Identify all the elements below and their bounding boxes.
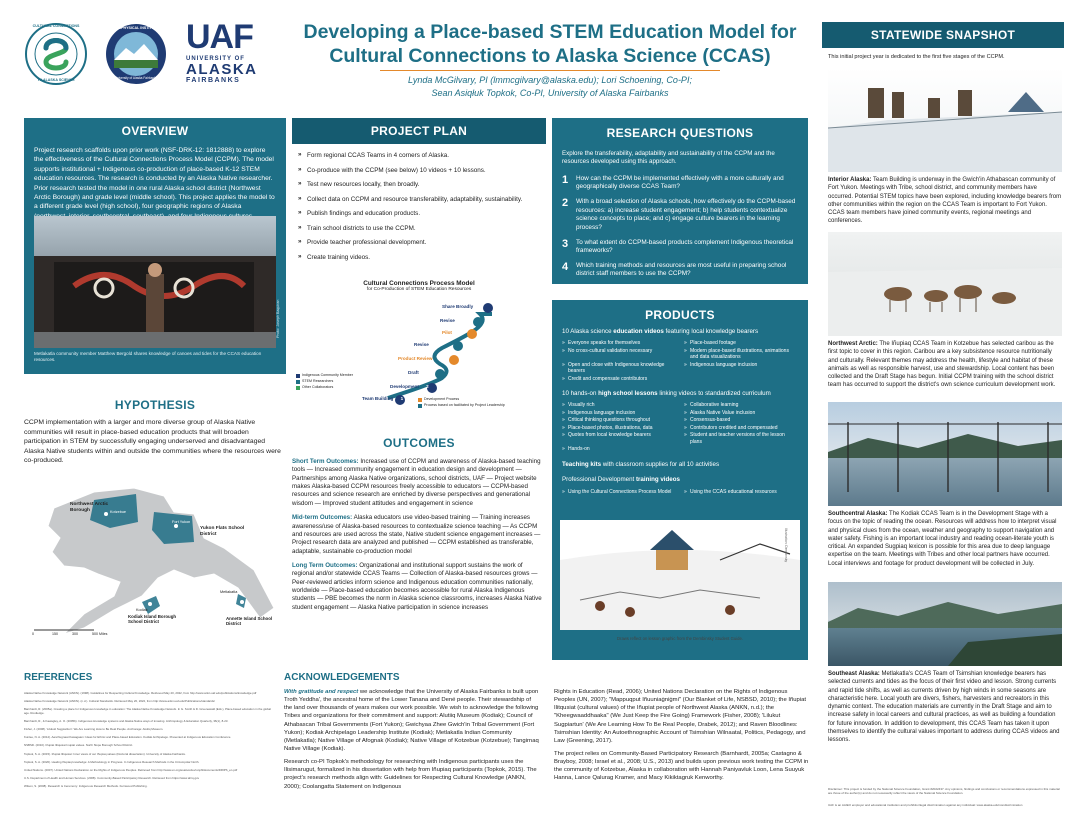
footnote: UAF is an AA/EO employer and educational institution and prohibits illegal discrimination against any individual: www.alaska.edu/nondiscrimination [828, 803, 1023, 807]
disclaimer: Disclaimer: This project is funded by the National Science Foundation, Grant #2022437. Any opinions, findings and conclusions or recommendations expressed in this material are those of the author(s) and do not necessarily reflect the views of the National Science Foundation. [828, 787, 1060, 795]
statewide-title: STATEWIDE SNAPSHOT [870, 28, 1016, 42]
acknowledgements-col1 [284, 688, 540, 791]
research-question [562, 198, 798, 233]
ccpm-step-label: Pilot [442, 330, 452, 335]
uaf-logo [186, 20, 266, 90]
ccpm-step-num: 5 [436, 342, 439, 347]
northwest-photo [828, 232, 1062, 336]
products-video-item: » Open and close with Indigenous knowledge bearers [562, 362, 676, 375]
southcentral-photo [828, 402, 1062, 506]
reference-item: Kunlee, N. A. (2012). Aanchugnaat Kawagaam: Ideas for Ethnic and Place-based Education. Kodiak Archipelago. Presented at Indigenous Education Conference. [24, 735, 232, 740]
map-label-fort-yukon: Fort Yukon [172, 520, 191, 524]
map-label-northwest: Northwest Arctic Borough [70, 502, 109, 513]
map-scale-150: 150 [52, 632, 58, 636]
poster-title-line1: Developing a Place-based STEM Education Model for [303, 21, 797, 43]
reference-item: U.S. Department of Health and Human Services. (2008). Community-Based Participatory Research. Retrieved from https://www.ahrq.gov [24, 775, 200, 780]
interior-text [828, 176, 1062, 226]
uaf-university-text: UNIVERSITY OF [186, 56, 245, 62]
references-title: REFERENCES [24, 672, 93, 683]
overview-panel [24, 118, 286, 374]
products-videos-heading [562, 328, 798, 335]
products-kits-bold: Teaching kits [562, 460, 602, 468]
map-scale-500: 500 Miles [92, 632, 108, 636]
ccpm-step-label: Share Broadly [442, 304, 474, 309]
ccpm-step-num: 7 [462, 318, 465, 323]
project-plan-section [292, 118, 546, 280]
acknowledgements-section [284, 672, 814, 812]
interior-photo [828, 68, 1062, 172]
ccpm-diagram [292, 280, 546, 410]
references-section [24, 672, 276, 812]
acknowledgements-lead: With gratitude and respect [284, 689, 359, 695]
ccas-logo-bottom-text: TO ALASKA SCIENCE [37, 78, 75, 82]
outcomes-title: OUTCOMES [383, 436, 455, 450]
northwest-label: Northwest Arctic: [828, 341, 878, 347]
products-pd-bold: training videos [635, 475, 680, 483]
products-lesson-item: » Consensus-based [684, 417, 798, 424]
products-video-item: » No cross-cultural validation necessary [562, 348, 676, 361]
statewide-title-bar [822, 22, 1064, 48]
reference-item: United Nations. (2007). United Nations Declaration on the Rights of Indigenous Peoples. Retrieved from http://www.un.org/esa/socdev/unpfii/documents/DRIPS_en.pdf [24, 767, 238, 772]
products-video-item: » Credit and compensate contributors [562, 376, 676, 383]
outcomes-long-label: Long Term Outcomes: [292, 561, 358, 569]
gi-logo-bottom-text: University of Alaska Fairbanks [114, 76, 158, 80]
outcomes-long-text: Organizational and institutional support sustains the work of regional and/or statewide CCAS Teams — Collection of Alaska-based resources grows — Peer-reviewed articles inform science and Indigenous education communities nationally, worldwide — Place-based education becomes accessible for rural Alaska Indigenous students — PBE becomes the norm in Alaska science classrooms, increases Alaska Native student engagement — Alaska Native participation in science increases [292, 561, 542, 611]
outcomes-section [292, 436, 546, 646]
ccpm-step-num: 2 [426, 384, 429, 389]
alaska-map [24, 478, 286, 642]
reference-item: Alaska Native Knowledge Network (ANKN). (1998). Guidelines for Respecting Cultural Knowledge. Retrieved May 20, 2022, from http://www.ankn.uaf.edu/publications/knowledge.pdf [24, 691, 257, 695]
reference-item: Topkok, S. A. (2020). Healing Iñupiaq knowledge: A Methodology in Progress. In Indigenous Research Methods in the Circumpolar North. [24, 759, 200, 764]
products-illustration-credit: Illustration: Dembinsky [784, 528, 788, 563]
research-questions-panel [552, 118, 808, 284]
map-label-metlakatla: Metlakatla [220, 590, 238, 594]
hypothesis-title: HYPOTHESIS [114, 398, 196, 412]
ccpm-step-4 [398, 356, 442, 361]
references-list [24, 691, 276, 788]
products-lessons-heading [562, 390, 798, 397]
products-pd-heading [562, 476, 798, 483]
outcomes-short-label: Short Term Outcomes: [292, 458, 359, 465]
ccpm-step-5 [414, 342, 439, 347]
hypothesis-text: CCPM implementation with a larger and more diverse group of Alaska Native communities will result in place-based education products that will broaden participation in STEM by successfully engaging underserved and disadvantaged Alaska Native students within and outside the communities where the resources were co-produced. [24, 419, 281, 465]
ccpm-step-1 [362, 396, 403, 401]
ccpm-step-label: Development [390, 384, 419, 389]
products-videos-post: featuring local knowledge bearers [663, 328, 759, 335]
project-plan-item: » Co-produce with the CCPM (see below) 10 videos + 10 lessons. [298, 167, 540, 176]
project-plan-item: » Collect data on CCPM and resource transferability, adaptability, sustainability. [298, 196, 540, 205]
acknowledgements-col2 [554, 688, 810, 783]
research-question-num: 4 [562, 260, 569, 273]
ccpm-step-num: 1 [400, 396, 404, 401]
project-plan-item: » Provide teacher professional development. [298, 239, 540, 248]
products-body [552, 322, 808, 496]
research-question-num: 3 [562, 237, 569, 250]
products-illustration [560, 520, 800, 630]
products-video-item: » Indigenous language inclusion [684, 362, 798, 375]
overview-photo [34, 216, 276, 348]
products-video-item: » Modern place-based illustrations, animations and data visualizations [684, 348, 798, 361]
map-label-kotzebue: Kotzebue [110, 510, 127, 514]
map-label-kodiak-city: Kodiak [136, 608, 148, 612]
title-divider [380, 70, 720, 71]
project-plan-item: » Test new resources locally, then broadly. [298, 181, 540, 190]
products-video-item: » Everyone speaks for themselves [562, 340, 676, 347]
project-plan-item: » Publish findings and education products. [298, 210, 540, 219]
hypothesis-section [24, 398, 286, 470]
overview-photo-caption: Metlakatla community member Matthew Bergold shares knowledge of canoes and tides for the CCAS education resources. [34, 351, 262, 362]
products-videos-pre: 10 Alaska science [562, 328, 614, 335]
authors-line1: Lynda McGilvary, PI (lmmcgilvary@alaska.edu); Lori Schoening, Co-PI; [408, 75, 692, 85]
research-question [562, 262, 798, 279]
statewide-intro: This initial project year is dedicated to the first five stages of the CCPM. [828, 54, 1005, 60]
acknowledgements-p1 [284, 688, 540, 753]
products-pd-item: » Using the Cultural Connections Process Model [562, 489, 676, 496]
reference-item: Barnhardt, R., & Kawagley, A. O. (2005b). Indigenous knowledge systems and Alaska Native ways of knowing. Anthropology & Education Quarterly, 36(1), 8-23. [24, 719, 229, 724]
products-lesson-list [562, 402, 798, 454]
ccpm-step-7 [440, 318, 465, 323]
research-questions-intro: Explore the transferability, adaptability and sustainability of the CCPM and the resources developed using this approach. [562, 150, 775, 166]
ccpm-legend-item: Development Process [424, 397, 460, 401]
outcomes-long [292, 562, 546, 612]
map-label-yukon-flats: Yukon Flats School District [200, 526, 245, 537]
ccpm-step-num: 4 [439, 356, 443, 361]
products-lessons-post: linking videos to standardized curriculum [657, 390, 771, 397]
southcentral-label: Southcentral Alaska: [828, 511, 888, 517]
authors-line2: Sean Asiqłuk Topkok, Co-PI, University of Alaska Fairbanks [431, 88, 669, 98]
acknowledgements-p2: Research co-PI Topkok's methodology for researching with Indigenous participants uses the Ilisimarugut, formalized in his dissertation with help from Iñupiaq participants (Topkok, 2015). The project's research methods align with: Guidelines for Respecting Cultural Knowledge (ANKN, 2000); Coolangatta Statement on Indigenous [284, 759, 537, 790]
ccpm-legend-item: STEM Researchers [302, 379, 334, 383]
project-plan-item: » Create training videos. [298, 254, 540, 263]
overview-text: Project research scaffolds upon prior work (NSF-DRK-12: 1812888) to explore the effectiveness of the Cultural Connections Process Model (CCPM). The model supports institutional + Indigenous co-production of place-based K-12 STEM education resources. The research is conducted by an Alaska Native researcher. Prior research tested the model in one rural Alaska school district (Northwest Arctic Borough) and grade level (middle school). This project applies the model to a different grade level (high school), four geographic regions of Alaska [34, 147, 275, 211]
ccpm-title: Cultural Connections Process Model [363, 280, 475, 287]
ccpm-step-2 [390, 384, 429, 389]
southeast-label: Southeast Alaska: [828, 671, 880, 677]
southeast-text [828, 670, 1062, 744]
products-kits [562, 461, 798, 468]
ccpm-step-6 [442, 330, 462, 335]
ccpm-step-num: 3 [426, 370, 429, 375]
ccpm-legend-item: Other Collaborators [302, 385, 334, 389]
ccpm-step-num: 6 [459, 330, 462, 335]
research-questions-title: RESEARCH QUESTIONS [606, 126, 754, 140]
products-lesson-item: » Contributors credited and compensated [684, 425, 798, 432]
southeast-body: Metlakatla's CCAS Team of Tsimshian knowledge bearers has selected currents and tides as the focus of their first video and lesson. Strong currents and rapid tide shifts, as well as currents driven by high winds in some seasons are characteristic here. Local youth are divers, fishers, harvesters and recreators in this dynamic context. The education materials are currently in the Draft Stage and aim to increase safety in local careers and cultural practices, as well as building a foundation for future innovation. In addition to development, this CCAS Team has taken it upon themselves to identify the cultural values important to address during CCAS videos and lessons. [828, 671, 1060, 744]
ccpm-legend-item: Process based on facilitated by Project Leadership [424, 403, 505, 407]
products-pd-item: » Using the CCAS educational resources [684, 489, 798, 496]
research-question-num: 1 [562, 173, 569, 186]
ccpm-step-label: Revise [440, 318, 455, 323]
southeast-photo [828, 582, 1062, 666]
header [0, 0, 820, 112]
products-pd-pre: Professional Development [562, 475, 636, 483]
products-lesson-item: » Critical thinking questions throughout [562, 417, 676, 424]
acknowledgements-p4: The project relies on Community-Based Participatory Research (Barnhardt, 2005a; Castagno & Brayboy, 2008; Israel et al., 2008; U.S., 2013) and builds upon previous work testing the CCPM in the community of Kotzebue, Alaska in collaboration with Hannah Paniyavluk Loon, Lena Suuyuk Hanna, Lance Qalurag Kramer, and Macy Kikiktagruk Kenworthy. [554, 750, 809, 782]
project-plan-list [292, 144, 546, 262]
research-question-text: How can the CCPM be implemented effectively with a more culturally and geographically diverse CCAS Team? [576, 174, 784, 191]
reference-item: Alaska Native Knowledge Network (ANKN). (n.d.). Cultural Standards. Retrieved May 20, 2022, from http://www.ankn.uaf.edu/Publications/standards/ [24, 699, 215, 704]
outcomes-short-text: Increased use of CCPM and awareness of Alaska-based teaching tools — Increased community engagement in education design and development — Partnerships among Alaska Native organizations, school districts, UAF — Project website makes Alaska-based CCPM resources freely accessible to educators — CCPM-based resources and science research are enriched by diverse perspectives and generational wisdom — Improved student attitudes and engagement in science [292, 458, 541, 507]
reference-item: Barnhardt, R. (2005a). Creating a place for Indigenous knowledge in education: The Alaska Native Knowledge Network. In G. Smith & D. Gruenewald (Eds.), Place-based education in the global age. Routledge. [24, 707, 271, 716]
ccpm-legend-item: Indigenous Community Member [302, 373, 353, 377]
research-question-text: To what extent do CCPM-based products complement Indigenous theoretical frameworks? [576, 238, 794, 255]
overview-title: OVERVIEW [121, 124, 189, 138]
uaf-fairbanks-text: FAIRBANKS [186, 77, 241, 84]
reference-item: Topkok, S. A. (2015). Iñupiat Ilitqusiat: Inner views of our Iñupiaq values (Doctoral dissertation). University of Alaska Fairbanks. [24, 751, 186, 756]
map-scale-300: 300 [72, 632, 78, 636]
reference-item: Fisher, J. (2008). 'Lilukuit Sugpiaritun': We Are Learning How to Be Real People. Anchorage: Alutiiq Museum. [24, 727, 164, 732]
interior-label: Interior Alaska: [828, 177, 872, 183]
products-lessons-pre: 10 hands-on [562, 390, 599, 397]
products-illustration-caption: Draws reflect on lesson graphic from the Dembinsky Student Guide. [617, 636, 743, 641]
research-question-text: With a broad selection of Alaska schools, how effectively do the CCPM-based resources: a) increase student engagement; b) help students contextualize science concepts to place; and c) engage culture bearers in the learning process? [576, 198, 796, 231]
products-kits-post: with classroom supplies for all 10 activities [601, 460, 720, 468]
ccpm-step-label: Revise [414, 342, 429, 347]
geophysical-institute-logo [100, 22, 172, 86]
project-plan-item: » Form regional CCAS Teams in 4 corners of Alaska. [298, 152, 540, 161]
poster-title-line2: Cultural Connections to Alaska Science (CCAS) [329, 45, 771, 67]
poster-title [290, 20, 810, 68]
products-lessons-bold: high school lessons [598, 390, 658, 397]
uaf-alaska-text: ALASKA [186, 61, 258, 78]
southcentral-body: The Kodiak CCAS Team is in the Development Stage with a focus on the topic of reading the ocean. Resources will address how to interpret visual and physical clues from the ocean, weather and geography to support navigation and water safety. Fishing is an important local industry and reading ocean-literate youth is critical. An expanded Sugpiaq lexicon is possible for this area due to deep language expertise on the team. Meetings with Tribes and other local partners have occurred. Local interviews and footage for product development will be collected in July. [828, 511, 1057, 567]
uaf-mark: UAF [186, 18, 253, 56]
southcentral-text [828, 510, 1062, 568]
map-label-annette: Annette Island School District [226, 616, 273, 627]
reference-item: NSBSD. (2010). Iñupiat Ilitqusiat Inupiat values. North Slope Borough School District. [24, 743, 133, 748]
research-question [562, 239, 798, 256]
research-question [562, 175, 798, 192]
northwest-body: The Iñupiaq CCAS Team in Kotzebue has selected caribou as the first topic to cover in this region. Caribou are a key subsistence resource nutritionally and culturally. Relevant themes may address the health, lifestyle and habitat of these animals as well as responsible harvest, use and stewardship. Local content has been collected and the Draft Stage has begun. Initial CCPM training with the school district team has occurred to support the district's own science curriculum development work. [828, 341, 1056, 389]
ccpm-subtitle: for Co-Production of STEM Education Resources [366, 287, 472, 292]
ccpm-step-3 [408, 370, 429, 375]
outcomes-short [292, 458, 546, 508]
outcomes-mid-text: Alaska educators use video-based training — Training increases awareness/use of Alaska-based resources to contextualize science teaching — As CCPM and resources are used across the state, Native student science engagement increases — Project research data are analyzed and published — CCPM established as transferable, adaptable, sustainable co-production model [292, 514, 541, 555]
products-lesson-item: » Quotes from local knowledge bearers [562, 432, 676, 445]
northwest-text [828, 340, 1062, 390]
products-video-list [562, 340, 798, 383]
project-plan-item: » Train school districts to use the CCPM. [298, 225, 540, 234]
products-title: PRODUCTS [645, 308, 715, 322]
ccpm-step-label: Draft [408, 370, 419, 375]
products-lesson-item: » Alaska Native Value inclusion [684, 410, 798, 417]
research-questions-list [552, 173, 808, 279]
authors [290, 74, 810, 100]
ccas-logo-top-text: CULTURAL CONNECTIONS [32, 24, 80, 28]
map-label-kodiak: Kodiak Island Borough School District [128, 614, 177, 625]
ccpm-legend-right [424, 396, 505, 408]
acknowledgements-p1-text: we acknowledge that the University of Alaska Fairbanks is built upon Troth Yeddha', the ancestral home of the Lower Tanana and Dené people. Their stewardship of the land over thousands of years makes our work possible. We wish to acknowledge the following Tribes and organizations for their commitment and support: Alutiiq Museum (Kodiak); Council of Athabascan Tribal Governments (Fort Yukon); Gwichyaa Zhee Gwich'in Tribal Government (Fort Yukon); Kodiak Archipelago Leadership Institute (Kodiak); Metlakatla Indian Community (Metlakatla); Native Village of Afognak (Kodiak); Native Village of Kotzebue (Kotzebue); Tangirnaq Native Village (Kodiak). [284, 689, 539, 752]
products-lesson-item: » Indigenous language inclusion [562, 410, 676, 417]
ccas-logo [24, 22, 88, 86]
gi-logo-top-text: GEOPHYSICAL INSTITUTE [113, 26, 159, 30]
ccpm-step-label: Product Review [398, 356, 433, 361]
acknowledgements-title: ACKNOWLEDGEMENTS [284, 672, 400, 683]
research-question-num: 2 [562, 197, 569, 209]
ccpm-legend-left [302, 372, 353, 390]
products-lesson-item: » Student and teacher versions of the lesson plans [684, 432, 798, 445]
products-lesson-item: » Collaborative learning [684, 402, 798, 409]
ccpm-step-8 [442, 304, 483, 309]
products-lesson-item: » Hands-on [562, 446, 676, 453]
acknowledgements-p3: Rights in Education (Read, 2006); United Nations Declaration on the Rights of Indigenous Peoples (UN, 2007); "Mappuqput Iñuuniaġniġmi" (Our Blanket of Life, NSBSD, 2010); the Iñupiat Ilitqusiat (cultural values) of the Iñupiat people of Northwest Alaska (ANKN, n.d.); the "Kheegwaaddhaaka" (We Just Keep the Fire Going) Framework (Fisher, 2008); 'Lilukut Sugpiartun' (We Are Learning How To Be Real People, Drabek, 2012); and Raven Bloodlines: Tsimshian Identity: An Autoethnographic Account of Tsimshian Wilnaatal, Politics, Pedagogy, and Law (Greening, 2017). [554, 689, 807, 744]
products-videos-bold: education videos [613, 328, 664, 335]
products-lesson-item: » Visually rich [562, 402, 676, 409]
ccpm-step-num: 8 [480, 304, 483, 309]
overview-photo-credit: Photo: Joseph Baquiran [276, 299, 280, 338]
products-lesson-item: » Place-based photos, illustrations, data [562, 425, 676, 432]
interior-body: Team Building is underway in the Gwich'in Athabascan community of Fort Yukon. Meetings with Tribe, school district, and community members have occurred. Potential STEM topics have been explored, including knowledge bearers from other communities within the region on the CCAS Team is important to Fort Yukon. CCAS team members have joined community events, regional meetings and conferences. [828, 177, 1062, 225]
reference-item: Wilson, S. (2008). Research is Ceremony: Indigenous Research Methods. Fernwood Publishing. [24, 783, 148, 788]
research-question-text: Which training methods and resources are most useful in preparing school district staff members to use the CCPM? [576, 261, 787, 278]
ccpm-step-label: Team Building [362, 396, 394, 401]
outcomes-mid-label: Mid-term Outcomes: [292, 514, 353, 522]
map-scale [32, 632, 152, 640]
outcomes-mid [292, 514, 546, 556]
project-plan-title: PROJECT PLAN [292, 118, 546, 144]
products-video-item: » Place-based footage [684, 340, 798, 347]
products-pd-list [562, 489, 798, 497]
map-scale-0: 0 [32, 632, 34, 636]
